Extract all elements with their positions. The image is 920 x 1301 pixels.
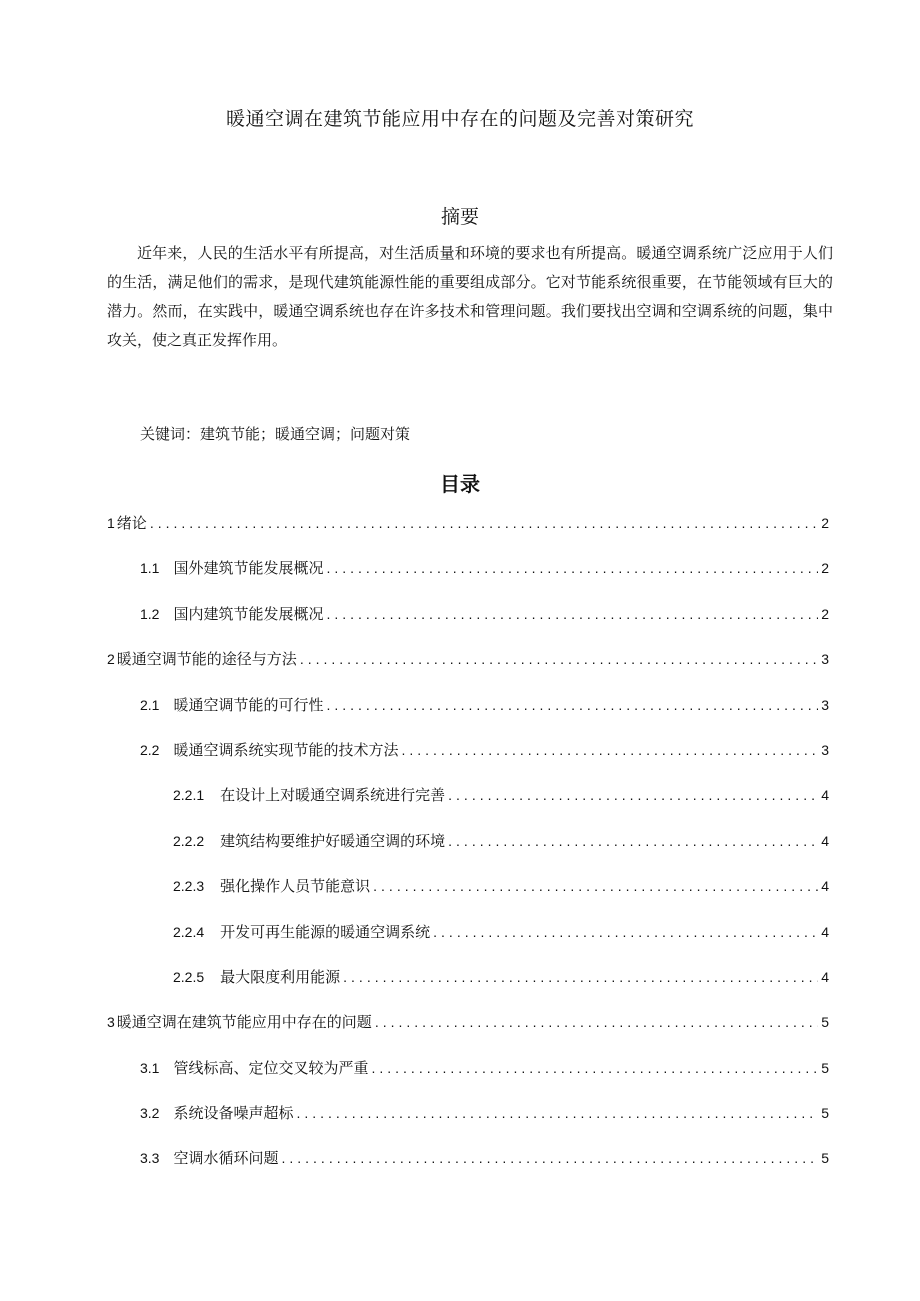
toc-entry-title: 空调水循环问题: [173, 1149, 279, 1168]
toc-entry-number: 1.1: [140, 560, 160, 577]
toc-entry[interactable]: [107, 1004, 829, 1049]
toc-entry-title: 系统设备噪声超标: [173, 1104, 294, 1123]
toc-entry-page: 4: [821, 923, 829, 940]
toc-entry-page: 2: [821, 515, 829, 531]
toc-entry-page: 2: [821, 605, 829, 622]
toc-entry-number: 2.2.2: [173, 832, 205, 849]
toc-dot-leader: [300, 641, 818, 677]
toc-entry-page: 5: [821, 1014, 829, 1031]
toc-entry-page: 4: [821, 832, 829, 849]
toc-entry-title: 暖通空调节能的可行性: [173, 695, 324, 714]
toc-entry[interactable]: [107, 505, 829, 550]
toc-dot-leader: [433, 914, 818, 950]
abstract-heading: 摘要: [440, 206, 479, 228]
toc-entry-title: 绪论: [116, 514, 147, 532]
toc-entry-number: 3.2: [140, 1105, 160, 1122]
toc-entry-number: 1: [107, 515, 115, 531]
toc-entry-title: 建筑结构要维护好暖通空调的环境: [220, 831, 446, 850]
toc-dot-leader: [448, 823, 818, 859]
toc-entry[interactable]: [107, 596, 829, 641]
toc-entry-number: 1.2: [140, 605, 160, 622]
toc-dot-leader: [373, 868, 818, 904]
toc-entry-page: 5: [821, 1059, 829, 1076]
toc-entry[interactable]: [107, 959, 829, 1004]
toc-entry-title: 开发可再生能源的暖通空调系统: [220, 922, 431, 941]
toc-dot-leader: [326, 596, 818, 632]
toc-entry-number: 2.2: [140, 741, 160, 758]
toc-entry-page: 3: [821, 741, 829, 758]
toc-dot-leader: [371, 1050, 818, 1086]
toc-entry-title: 强化操作人员节能意识: [220, 877, 371, 896]
toc-entry-page: 4: [821, 878, 829, 895]
toc-dot-leader: [326, 687, 818, 723]
toc-entry[interactable]: [107, 687, 829, 732]
toc-dot-leader: [343, 959, 818, 995]
toc-dot-leader: [401, 732, 818, 768]
toc-entry[interactable]: [107, 1095, 829, 1140]
toc-entry-title: 暖通空调节能的途径与方法: [116, 650, 297, 669]
toc-heading: 目录: [440, 472, 480, 496]
keywords-line: 关键词：建筑节能；暖通空调；问题对策: [140, 425, 411, 443]
toc-entry[interactable]: [107, 1140, 829, 1185]
toc-entry[interactable]: [107, 550, 829, 595]
toc-entry[interactable]: [107, 914, 829, 959]
toc-entry-number: 2.2.1: [173, 787, 205, 804]
toc-entry-title: 国外建筑节能发展概况: [173, 559, 324, 578]
toc-entry-number: 3: [107, 1014, 115, 1031]
toc-entry[interactable]: [107, 868, 829, 913]
toc-entry-title: 国内建筑节能发展概况: [173, 604, 324, 623]
toc-entry-page: 4: [821, 968, 829, 985]
toc-entry[interactable]: [107, 777, 829, 822]
toc-entry-page: 3: [821, 651, 829, 668]
toc-entry-page: 5: [821, 1105, 829, 1122]
toc-entry-number: 2.2.5: [173, 968, 205, 985]
toc-entry[interactable]: [107, 1050, 829, 1095]
toc-entry-title: 暖通空调在建筑节能应用中存在的问题: [116, 1013, 372, 1032]
toc-entry-number: 3.3: [140, 1150, 160, 1167]
table-of-contents: [107, 505, 829, 1186]
toc-entry-title: 最大限度利用能源: [220, 967, 341, 986]
toc-entry-page: 2: [821, 560, 829, 577]
toc-entry-page: 5: [821, 1150, 829, 1167]
toc-entry-number: 2.2.3: [173, 878, 205, 895]
toc-dot-leader: [281, 1140, 818, 1176]
toc-dot-leader: [326, 550, 818, 586]
toc-entry[interactable]: [107, 641, 829, 686]
toc-entry-number: 2.1: [140, 696, 160, 713]
toc-entry-page: 3: [821, 696, 829, 713]
toc-dot-leader: [375, 1004, 818, 1040]
toc-entry-title: 管线标高、定位交叉较为严重: [173, 1058, 369, 1077]
toc-dot-leader: [150, 505, 818, 541]
abstract-body: 近年来，人民的生活水平有所提高，对生活质量和环境的要求也有所提高。暖通空调系统广泛应用于人们的生活，满足他们的需求，是现代建筑能源性能的重要组成部分。它对节能系统很重要，在节能领域有巨大的潜力。然而，在实践中，暖通空调系统也存在许多技术和管理问题。我们要找出空调和空调系统的问题，集中攻关，使之真正发挥作用。: [107, 244, 833, 349]
toc-dot-leader: [296, 1095, 818, 1131]
toc-entry-page: 4: [821, 787, 829, 804]
toc-entry-number: 2.2.4: [173, 923, 205, 940]
toc-entry[interactable]: [107, 732, 829, 777]
document-title: 暖通空调在建筑节能应用中存在的问题及完善对策研究: [225, 108, 694, 130]
toc-entry-title: 暖通空调系统实现节能的技术方法: [173, 740, 399, 759]
toc-entry-number: 3.1: [140, 1059, 160, 1076]
toc-entry[interactable]: [107, 823, 829, 868]
toc-entry-number: 2: [107, 651, 115, 668]
toc-dot-leader: [448, 777, 818, 813]
toc-entry-title: 在设计上对暖通空调系统进行完善: [220, 786, 446, 805]
